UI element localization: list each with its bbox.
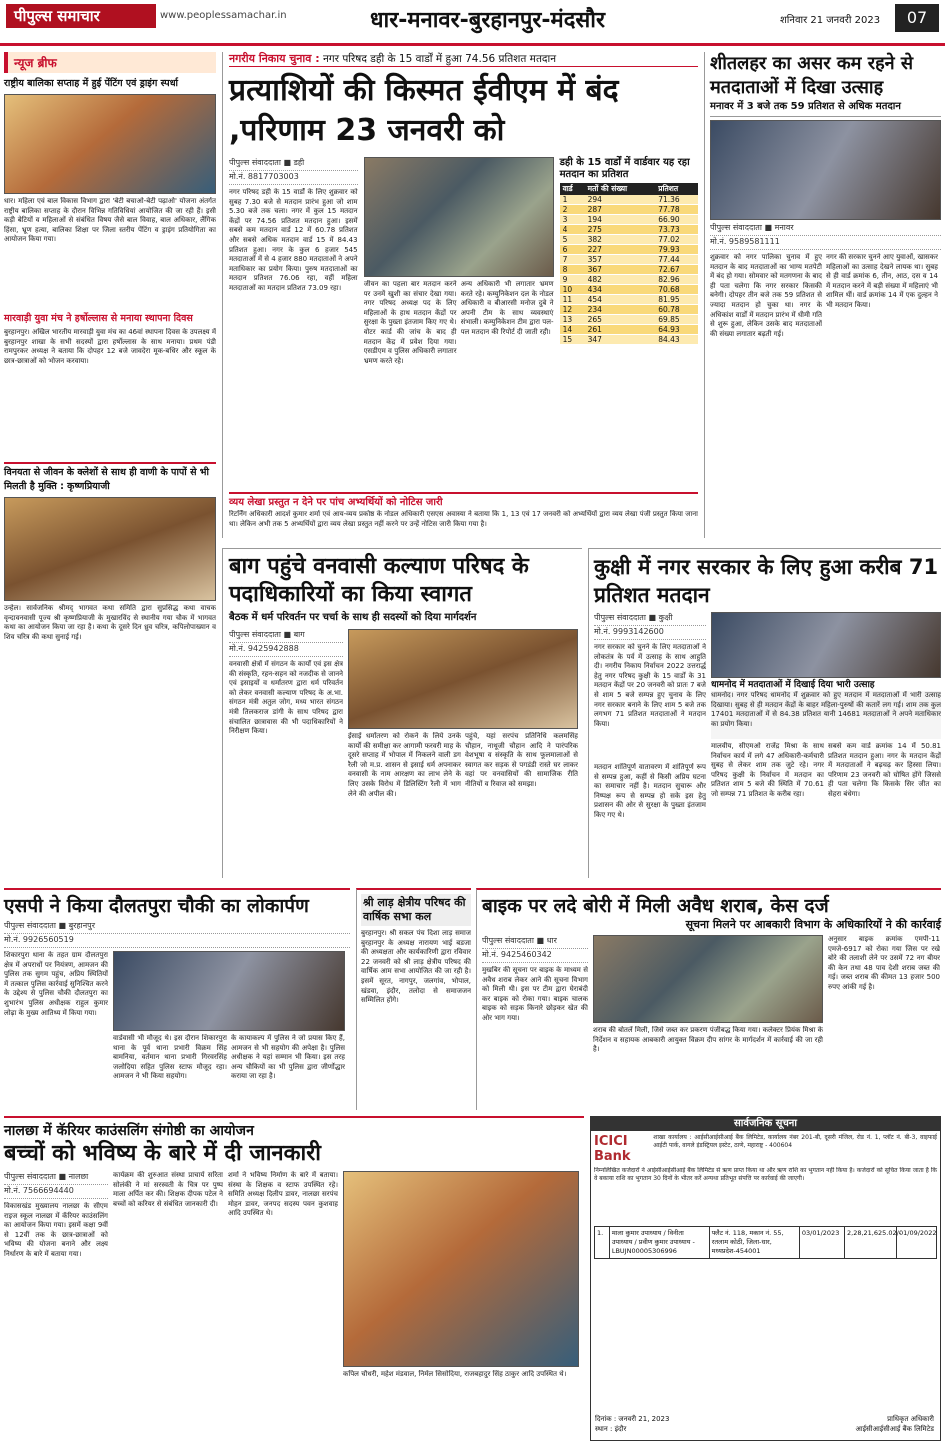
newspaper-logo[interactable]: पीपुल्स समाचार	[6, 4, 156, 28]
ward-row	[560, 325, 698, 335]
career-col4	[343, 1171, 579, 1411]
lead-headline: प्रत्याशियों की किस्मत ईवीएम में बंद ,परिणाम 23 जनवरी को	[229, 73, 619, 148]
vanvasi-subhead: बैठक में धर्म परिवर्तन पर चर्चा के साथ ही सदस्यों को दिया मार्गदर्शन	[229, 612, 477, 623]
legal-notice-row	[594, 1226, 937, 1259]
police-body2: वार्डवासी भी मौजूद थे। इस दौरान शिकारपुरा थाना के पूर्व थाना प्रभारी विक्रम सिंह बामनिया, वर्तमान थाना प्रभारी गिरवरसिंह जलोदिया सहित पुलिस स्टाफ मौजूद रहा। आमजन ने भी किया सहयोग।	[113, 1034, 227, 1081]
liquor-headline: बाइक पर लदे बोरी में मिली अवैध शराब, केस दर्ज	[482, 895, 829, 917]
brief-item3-body: उन्हेल। सार्वजनिक श्रीमद् भागवत कथा समिति द्वारा सुप्रसिद्ध कथा वाचक वृन्दावनवासी पूज्य श्री कृष्णप्रियाजी के मुखारविंद से स्थानीय गया चौक में भागवत कथा का आयोजन किया जा रहा है। कथा के दूसरे दिन ध्रुव चरित्र, कपिलोपाख्यान व शिव चरित्र की कथा सुनाई गई।	[4, 604, 216, 641]
kukshi-body4: सबसे कम वार्ड क्रमांक 14 में 50.81 प्रतिशत मतदान हुआ। नगर के मतदान केंद्रों में मतदाताओं ने बढ़चढ़ कर हिस्सा लिया। परिणाम 23 जनवरी को घोषित होंगे जिससे ही पता चलेगा कि किसके सिर जीत का सेहरा बंधेगा।	[828, 742, 941, 798]
police-headline: एसपी ने किया दौलतपुरा चौकी का लोकार्पण	[4, 895, 309, 917]
lead-col2	[364, 157, 554, 488]
page-number: 07	[895, 4, 939, 32]
lead-mobile: मो.नं. 8817703003	[229, 171, 358, 185]
vanvasi-body-row	[229, 629, 582, 870]
brief-item2-body: बुरहानपुर। अखिल भारतीय मारवाड़ी युवा मंच का 46वां स्थापना दिवस के उपलक्ष्य में बुरहानपुर शाखा के सभी सदस्यों द्वारा हर्षोल्लास के साथ मनाया। प्रथम पंडी रामपुरकर अध्यक्ष ने बताया कि दोपहर 12 बजे जावदेरा मूक-बधिर और स्कूल के छात्र-छात्राओं को भोजन करवाया।	[4, 328, 216, 365]
kukshi-body1: नगर सरकार को चुनने के लिए मतदाताओं ने लोकतंत्र के पर्व में उत्साह के साथ आहुति दी। नगरीय निकाय निर्वाचन 2022 उत्तरार्द्ध हेतु नगर परिषद कुक्षी के 15 वार्डों के 31 मतदान केंद्रों पर 20 जनवरी को प्रातः 7 बजे से शाम 5 बजे सम्पन्न हुए चुनाव के लिए नगर सरकार बनाने के लिए शाम 5 बजे तक लगभग 71 प्रतिशत मतदाताओं ने मतदान किया।	[594, 643, 706, 728]
notice-place: स्थान : इंदौर	[595, 1425, 627, 1433]
brief-item1-body: धार। महिला एवं बाल विकास विभाग द्वारा 'बेटी बचाओ-बेटी पढ़ाओ' योजना अंतर्गत राष्ट्रीय बालिका सप्ताह के दौरान विभिन्न गतिविधियां आयोजित की जा रही हैं। इसी कड़ी बेटियों व महिलाओं से संबंधित विषय जैसे बाल विवाह, बाल अधिकार, लैंगिक हिंसा, भ्रूण हत्या, बालिका शिक्षा पर जिला स्तरीय पेंटिंग व ड्राइंग प्रतियोगिता का आयोजन किया गया।	[4, 197, 216, 244]
liquor-photo	[593, 935, 823, 1023]
notice-signatory-bank: आईसीआईसीआई बैंक लिमिटेड	[855, 1425, 934, 1433]
police-col2	[113, 951, 345, 1099]
liquor-mobile: मो.नं. 9425460342	[482, 949, 588, 963]
ward-row	[560, 195, 698, 205]
notice-row-npa: 01/09/2022	[896, 1227, 936, 1258]
kukshi-story	[588, 548, 941, 878]
coldwave-body1: शुक्रवार को नगर पालिका चुनाव में हुए मतदान के बाद मतदाताओं का भाग्य मतपेटी में बंद हो गया। सोमवार को मतगणना के बाद ही पता चलेगा कि नगर सरकार किसकी बनेगी। दोपहर तीन बजे तक 59 प्रतिशत से ज्यादा मतदान हो चुका था। नगर के अधिकांश वार्डों में मतदान प्रारंभ में धीमी गति से शुरू हुआ, लेकिन उसके बाद मतदाताओं की संख्या लगातार बढ़ती गई।	[710, 253, 822, 338]
ward-votes: 454	[585, 295, 656, 305]
ward-row	[560, 295, 698, 305]
ward-votes: 265	[585, 315, 656, 325]
ward-percent: 66.90	[655, 215, 698, 225]
coldwave-byline: पीपुल्स संवाददाता ■ मनावर	[710, 222, 941, 236]
notice-row-no: 1.	[597, 1229, 604, 1237]
coldwave-subhead: मनावर में 3 बजे तक 59 प्रतिशत से अधिक मतदान	[710, 100, 941, 117]
masthead	[0, 0, 945, 46]
career-body-row	[4, 1171, 584, 1411]
liquor-subhead: सूचना मिलने पर आबकारी विभाग के अधिकारियों ने की कार्रवाई	[685, 918, 941, 931]
coldwave-story	[704, 52, 941, 538]
laad-headline: श्री लाड़ क्षेत्रीय परिषद की वार्षिक सभा कल	[361, 894, 471, 926]
ward-percent: 70.68	[655, 285, 698, 295]
kukshi-col2-text	[711, 742, 941, 842]
ward-number: 5	[560, 235, 585, 245]
career-headline: नालछा में कॅरियर काउंसलिंग संगोष्ठी का आयोजन	[4, 1123, 254, 1139]
lead-body1: नगर परिषद डही के 15 वार्डों के लिए शुक्रवार को सुबह 7.30 बजे से मतदान प्रारंभ हुआ जो शाम 5.30 बजे तक चला। नगर में कुल 15 मतदान केंद्रों पर 74.56 प्रतिशत मतदान हुआ। इसमें सबसे कम मतदान वार्ड 12 में 60.78 प्रतिशत और सबसे अधिक मतदान वार्ड 15 में 84.43 प्रतिशत हुआ। नगर के कुल 6 हजार 545 मतदाताओं में से 4 हजार 880 मतदाताओं ने अपने मताधिकार का प्रयोग किया। पुरुष मतदाताओं का मतदान प्रतिशत 76.06 रहा, वहीं महिला मतदाताओं का मतदान प्रतिशत 73.09 रहा।	[229, 188, 358, 292]
police-mobile: मो.नं. 9926560519	[4, 934, 350, 948]
legal-notice-branch: शाखा कार्यालय : आईसीआईसीआई बैंक लिमिटेड, कार्यालय नंबर 201-बी, दूसरी मंजिल, रोड नं. 1, प्लॉट नं. बी-3, वाइफाई आईटी पार्क, वागले इंडस्ट्रियल इस्टेट, ठाणे, महाराष्ट्र - 400604	[653, 1134, 937, 1149]
police-body3: के कायाकल्प में पुलिस ने जो प्रयास किए हैं, आमजन से भी सहयोग की अपेक्षा है। पुलिस अधीक्षक ने यहां सम्मान भी किया। इस तरह अन्य चौकियों का भी पुलिस द्वारा जीर्णोद्धार कराया जा रहा है।	[231, 1034, 345, 1081]
lead-body3: अन्य अधिकारी भी लगातार भ्रमण करते रहे। कम्युनिकेशन दल के नोडल अधिकारी व बीआरसी मनोज दुबे ने अपनी टीम के साथ व्यवस्थाएं संभाली। कम्युनिकेशन टीम द्वारा पल-पल मतदान की रिपोर्ट दी जाती रही।	[460, 280, 554, 336]
ward-percent: 82.96	[655, 275, 698, 285]
kukshi-byline: पीपुल्स संवाददाता ■ कुक्षी	[594, 612, 706, 626]
notice-signatory: प्राधिकृत अधिकारी	[887, 1415, 934, 1423]
ward-number: 11	[560, 295, 585, 305]
date-line: शनिवार 21 जनवरी 2023	[780, 15, 881, 26]
kukshi-body3: मालवीय, सीएमओ राजेंद्र मिश्रा के साथ निर्वाचन कार्य में लगे 47 अधिकारी-कर्मचारी सुबह से लेकर शाम तक जुटे रहे। नगर परिषद कुक्षी के निर्वाचन में मतदान का प्रतिशत शाम 5 बजे की स्थिति में 70.61 जो सम्पन्न 71 प्रतिशत के करीब रहा।	[711, 742, 824, 798]
ward-row	[560, 245, 698, 255]
lead-kicker-text: नगर परिषद डही के 15 वार्डों में हुआ 74.56 प्रतिशत मतदान	[322, 53, 557, 65]
ward-votes: 227	[585, 245, 656, 255]
ward-votes: 294	[585, 195, 656, 205]
kukshi-photo	[711, 612, 941, 678]
legal-notice	[590, 1116, 941, 1441]
lead-story	[222, 52, 698, 538]
police-story	[4, 888, 350, 1110]
brief-item1-headline: राष्ट्रीय बालिका सप्ताह में हुई पेंटिंग एवं ड्राइंग स्पर्धा	[4, 78, 179, 89]
edition-title: धार-मनावर-बुरहानपुर-मंदसौर	[370, 8, 605, 33]
ward-votes: 367	[585, 265, 656, 275]
lead-body-row	[229, 157, 698, 488]
police-byline: पीपुल्स संवाददाता ■ बुरहानपुर	[4, 920, 350, 934]
coldwave-body2: नगर की सरकार चुनने आए युवाओं, खासकर महिलाओं का उत्साह देखने लायक था। सुबह से ही वार्ड क्रमांक 6, तीन, आठ, दस व 14 में मतदान करने में बड़ी संख्या में महिलाएं भी शामिल थीं। वार्ड क्रमांक 14 में एक दुल्हन ने भी मतदान किया।	[826, 253, 938, 309]
vanvasi-col1	[229, 629, 343, 870]
career-body2: कार्यक्रम की शुरुआत संस्था प्राचार्य सरिता सोलंकी ने मां सरस्वती के चित्र पर पुष्प माला अर्पित कर की। शिक्षक दीपक पटेल ने बच्चों को करियर से संबंधित जानकारी दी।	[113, 1171, 223, 1208]
ward-votes: 357	[585, 255, 656, 265]
ward-number: 6	[560, 245, 585, 255]
vanvasi-body4: पहुंचे, यहां सरपंच प्रतिनिधि कलमसिंह चौहान, नाथूजी चौहान आदि ने पारंपरिक वेशभूषा व संस्कृति के साथ फूलमालाओं से स्वागत कर सड़क से पगडंडी रास्ते घर लाकर वहां पर वनवासियों की सामाजिक रीति नीतियों व रिवाज को समझा।	[465, 732, 578, 788]
police-col2-text	[113, 1034, 345, 1096]
liquor-story	[476, 888, 941, 1110]
liquor-body3: अनुसार बाइक क्रमांक एमपी-11 एमजे-6917 को रोका गया जिस पर रखे बोरे की तलाशी लेने पर उसमें 72 नग बीयर की केन तथा 48 पाव देशी शराब जब्त की गई। जब्त शराब की कीमत 13 हजार 500 रुपए आंकी गई है।	[828, 935, 940, 991]
ward-row	[560, 335, 698, 345]
liquor-body-row	[482, 935, 941, 1096]
ward-number: 10	[560, 285, 585, 295]
ward-percent: 77.78	[655, 205, 698, 215]
ward-row	[560, 205, 698, 215]
police-body1: शिकारपुरा थाना के तहत ग्राम दौलतपुरा क्षेत्र में अपराधों पर नियंत्रण, आमजन की पुलिस तक सुगम पहुंच, अप्रिय स्थितियों में तत्काल पुलिस कार्रवाई सुनिश्चित करने के उद्देश्य से पुलिस चौकी दौलतपुरा का शुभारंभ पुलिस अधीक्षक राहुल कुमार लोढ़ा के मुख्य आतिथ्य में किया गया।	[4, 951, 108, 1017]
ward-votes: 275	[585, 225, 656, 235]
ward-number: 12	[560, 305, 585, 315]
expense-notice-headline: व्यय लेखा प्रस्तुत न देने पर पांच अभ्यर्थियों को नोटिस जारी	[229, 497, 443, 508]
ward-row	[560, 305, 698, 315]
ward-number: 3	[560, 215, 585, 225]
vanvasi-body1: वनवासी क्षेत्रों में संगठन के कार्यों एवं इस क्षेत्र की संस्कृति, रहन-सहन को नजदीक से जानने एवं इसाइयों व धर्मांतरण द्वारा धर्म परिवर्तन को लेकर वनवासी कल्याण परिषद के अ.भा. संगठन मंत्री अतुल जोग, मध्य भारत संगठन मंत्री तिलकराज डांगी के साथ परिषद द्वारा संचालित छात्रावास की भी पदाधिकारियों ने निरीक्षण किया।	[229, 660, 343, 736]
ward-row	[560, 255, 698, 265]
kukshi-body-row	[594, 612, 941, 863]
ward-percent: 72.67	[655, 265, 698, 275]
ward-percent: 73.73	[655, 225, 698, 235]
lead-col1	[229, 157, 358, 488]
laad-body: बुरहानपुर। श्री सकल पंच दिशा लाड़ समाज बुरहानपुर के अध्यक्ष नारायण भाई बडजा की अध्यक्षता और कार्यकारिणी द्वारा रविवार 22 जनवरी को श्री लाड़ क्षेत्रीय परिषद की वार्षिक आम सभा आयोजित की जा रही है। इसमें सूरत, नागपुर, जलगांव, भोपाल, खंडवा, इंदौर, तलोदा से समाजजन सम्मिलित होंगे।	[361, 929, 471, 1005]
ward-percent: 77.02	[655, 235, 698, 245]
ward-table-box	[560, 157, 698, 488]
lead-photo	[364, 157, 554, 277]
kukshi-body2: मतदान शांतिपूर्ण वातावरण में शांतिपूर्ण रूप से सम्पन्न हुआ, कहीं से किसी अप्रिय घटना का समाचार नहीं है। मतदान सुचारू और निष्पक्ष रूप से सम्पन्न हो सके इस हेतु प्रशासन की ओर से सुरक्षा के पुख्ता इंतजाम किए गए थे।	[594, 763, 706, 819]
lead-byline: पीपुल्स संवाददाता ■ डही	[229, 157, 358, 171]
ward-votes: 382	[585, 235, 656, 245]
ward-row	[560, 285, 698, 295]
ward-percent: 69.85	[655, 315, 698, 325]
liquor-body2: शराब की बोतलें मिली, जिसे जब्त कर प्रकरण पंजीबद्ध किया गया। कलेक्टर प्रियंक मिश्रा के निर्देशन व सहायक आबकारी आयुक्त विक्रम दीप सांगर के मार्गदर्शन में कार्रवाई की जा रही है।	[593, 1026, 823, 1054]
career-subhead: बच्चों को भविष्य के बारे में दी जानकारी	[4, 1141, 321, 1166]
police-photo	[113, 951, 345, 1031]
ward-percent: 84.43	[655, 335, 698, 345]
ward-number: 7	[560, 255, 585, 265]
ward-row	[560, 275, 698, 285]
ward-votes: 287	[585, 205, 656, 215]
news-brief-label: न्यूज ब्रीफ	[4, 52, 216, 73]
legal-notice-footer-left	[595, 1414, 669, 1434]
career-col1	[4, 1171, 108, 1411]
kukshi-headline: कुक्षी में नगर सरकार के लिए हुआ करीब 71 प्रतिशत मतदान	[594, 555, 939, 607]
coldwave-mobile: मो.नं. 9589581111	[710, 236, 941, 250]
ward-percent: 71.36	[655, 195, 698, 205]
website-url[interactable]: www.peoplessamachar.in	[160, 10, 287, 21]
news-brief-column	[4, 52, 216, 692]
ward-votes: 347	[585, 335, 656, 345]
liquor-col2	[593, 935, 823, 1096]
legal-notice-text: निम्नलिखित कर्जदारों ने आईसीआईसीआई बैंक लिमिटेड से ऋण प्राप्त किया था और ऋण राशि का भुगतान नहीं किया है। कर्जदारों को सूचित किया जाता है कि वे बकाया राशि का भुगतान 30 दिनों के भीतर करें अन्यथा प्रतिभूत संपत्ति पर कार्रवाई की जाएगी।	[594, 1167, 937, 1182]
vanvasi-col2	[348, 629, 578, 870]
ward-percent: 81.95	[655, 295, 698, 305]
career-mobile: मो.नं. 7566694440	[4, 1185, 108, 1199]
ward-table-body	[560, 195, 698, 345]
kukshi-col2	[711, 612, 941, 863]
ward-row	[560, 235, 698, 245]
ward-row	[560, 225, 698, 235]
brief-item3-photo	[4, 497, 216, 601]
laad-story	[356, 888, 471, 1110]
kukshi-mobile: मो.नं. 9993142600	[594, 626, 706, 640]
percent-col-header: प्रतिशत	[655, 183, 698, 195]
vanvasi-body3: ईसाई धर्मांतरण को रोकने के लिये उनके कार्यों की समीक्षा कर आगामी फरवरी माह के दूसरे सप्ताह में भोपाल में निकलने वाली डग रैली जो म.प्र. शासन से इसाई धर्म अपनाकर वनवासी के नाम आरक्षण का लाभ लेने के लिए उसके विरोध में डिलिस्टिंग रैली में भाग लेने की अपील की।	[348, 732, 461, 798]
dhamnod-headline: धामनोद में मतदाताओं में दिखाई दिया भारी उत्साह	[711, 680, 875, 690]
ward-percent: 77.44	[655, 255, 698, 265]
ward-percent: 60.78	[655, 305, 698, 315]
notice-date: दिनांक : जनवरी 21, 2023	[595, 1415, 670, 1423]
lead-body2: जीवन का पहला बार मतदान करने पर उनमें खुशी का संचार देखा गया। नगर परिषद अध्यक्ष पद के लिए महिलाओं के हाथ मतदान केंद्रों पर सुरक्षा के पुख्ता इंतजाम किए गए थे। वोटर कार्ड की जांच के बाद ही मतदान केंद्र में प्रवेश दिया गया। एसडीएम व पुलिस अधिकारी लगातार भ्रमण करते रहे।	[363, 280, 457, 365]
kukshi-col1	[594, 612, 706, 863]
ward-votes: 434	[585, 285, 656, 295]
legal-notice-footer-right	[855, 1414, 934, 1434]
career-caption: कपिल चौधरी, महेश मंडवाल, निर्मल सिसोदिया, राजबहादुर सिंह ठाकुर आदि उपस्थित थे।	[343, 1370, 567, 1378]
ward-table	[560, 183, 698, 345]
liquor-body1: मुखबिर की सूचना पर बाइक के माध्यम से अवैध शराब लेकर आने की सूचना विभाग को मिली थी। इस पर टीम द्वारा घेराबंदी कर बाइक को रोका गया। बाइक चालक बाइक को सड़क किनारे छोड़कर खेत की ओर भाग गया।	[482, 966, 588, 1022]
brief-item1-photo	[4, 94, 216, 194]
dhamnod-caption: धामनोद। नगर परिषद धामनोद में शुक्रवार को हुए मतदान में मतदाताओं में भारी उत्साह दिखाया। सुबह से ही मतदान केंद्रों के बाहर महिला-पुरुषों की कतारें लग गई। शाम तक कुल 17401 मतदाताओं में से 84.38 प्रतिशत यानी 14681 मतदाताओं ने अपने मताधिकार का प्रयोग किया।	[711, 691, 941, 739]
coldwave-headline: शीतलहर का असर कम रहने से मतदाताओं में दिखा उत्साह	[710, 53, 914, 98]
ward-number: 1	[560, 195, 585, 205]
legal-notice-header	[591, 1131, 940, 1167]
vanvasi-story	[222, 548, 582, 878]
ward-table-header	[560, 183, 698, 195]
ward-votes: 194	[585, 215, 656, 225]
career-photo	[343, 1171, 579, 1367]
ward-row	[560, 215, 698, 225]
ward-number: 13	[560, 315, 585, 325]
ward-percent: 79.93	[655, 245, 698, 255]
lead-kicker-label: नगरीय निकाय चुनाव :	[229, 52, 320, 65]
vanvasi-col2-text	[348, 732, 578, 860]
brief-item2-headline: मारवाड़ी युवा मंच ने हर्षोल्लास से मनाया स्थापना दिवस	[4, 313, 193, 324]
coldwave-photo	[710, 120, 941, 220]
notice-row-amount: 2,28,21,625.02/-	[844, 1227, 894, 1258]
ward-number: 15	[560, 335, 585, 345]
notice-row-address: फ्लैट नं. 118, मकान नं. 55, रतलाम कोठी, जिला-धार, मध्यप्रदेश-454001	[709, 1227, 797, 1258]
coldwave-body-row	[710, 253, 941, 513]
ward-row	[560, 315, 698, 325]
brief-item3-headline: विनयता से जीवन के क्लेशों से साथ ही वाणी के पापों से भी मिलती है मुक्ति : कृष्णप्रियाजी	[4, 462, 216, 494]
votes-col-header: मतों की संख्या	[585, 183, 656, 195]
ward-votes: 482	[585, 275, 656, 285]
ward-number: 4	[560, 225, 585, 235]
ward-number: 9	[560, 275, 585, 285]
ward-votes: 234	[585, 305, 656, 315]
liquor-byline: पीपुल्स संवाददाता ■ धार	[482, 935, 588, 949]
liquor-col1	[482, 935, 588, 1096]
career-body3: शर्मा ने भविष्य निर्माण के बारे में बताया। संस्था के शिक्षक व स्टाफ उपस्थित रहे। समिति अध्यक्ष दिलीप डावर, नालछा सरपंच मोहन डावर, जनपद सदस्य पवन कुशवाह आदि उपस्थित थे।	[228, 1171, 338, 1218]
ward-col-header: वार्ड	[560, 183, 585, 195]
ward-row	[560, 265, 698, 275]
ward-number: 8	[560, 265, 585, 275]
lead-col2-text	[364, 277, 554, 470]
career-body1: विकासखंड मुख्यालय नालछा के सीएम राइज स्कूल नालछा में कॅरियर काउंसलिंग का आयोजन किया गया। इसमें कक्षा 9वीं से 12वीं तक के छात्र-छात्राओं को भविष्य की योजना बनाने और लक्ष्य निर्धारण के बारे में बताया गया।	[4, 1202, 108, 1258]
lead-kicker	[229, 52, 698, 67]
ward-percent: 64.93	[655, 325, 698, 335]
police-body-row	[4, 951, 350, 1099]
notice-row-date: 03/01/2023	[799, 1227, 842, 1258]
legal-notice-label: सार्वजनिक सूचना	[591, 1117, 940, 1131]
icici-bank-logo: ICICI Bank	[594, 1134, 631, 1164]
ward-votes: 261	[585, 325, 656, 335]
ward-number: 14	[560, 325, 585, 335]
notice-row-name: माला कुमार उपाध्याय / विनीता उपाध्याय / प्रवीण कुमार उपाध्याय - LBUJN00005306996	[609, 1227, 707, 1258]
career-byline: पीपुल्स संवाददाता ■ नालछा	[4, 1171, 108, 1185]
ward-number: 2	[560, 205, 585, 215]
vanvasi-mobile: मो.नं. 9425942888	[229, 643, 343, 657]
vanvasi-headline: बाग पहुंचे वनवासी कल्याण परिषद के पदाधिकारियों का किया स्वागत	[229, 554, 529, 607]
vanvasi-byline: पीपुल्स संवाददाता ■ बाग	[229, 629, 343, 643]
vanvasi-photo	[348, 629, 578, 729]
expense-notice-body: रिटर्निंग अधिकारी आदर्श कुमार शर्मा एवं आय-व्यय प्रकोष्ठ के नोडल अधिकारी एसएस अवास्या ने बताया कि 1, 13 एवं 17 जनवरी को अभ्यर्थियों द्वारा व्यय लेखा पंजी प्रस्तुत किया जाना था। लेकिन अभी तक 5 अभ्यर्थियों द्वारा व्यय लेखा प्रस्तुत नहीं करने पर उन्हें नोटिस जारी किया गया है।	[229, 510, 698, 528]
ward-table-title: डही के 15 वार्डों में वार्डवार यह रहा मतदान का प्रतिशत	[559, 157, 690, 180]
career-story	[4, 1116, 584, 1441]
